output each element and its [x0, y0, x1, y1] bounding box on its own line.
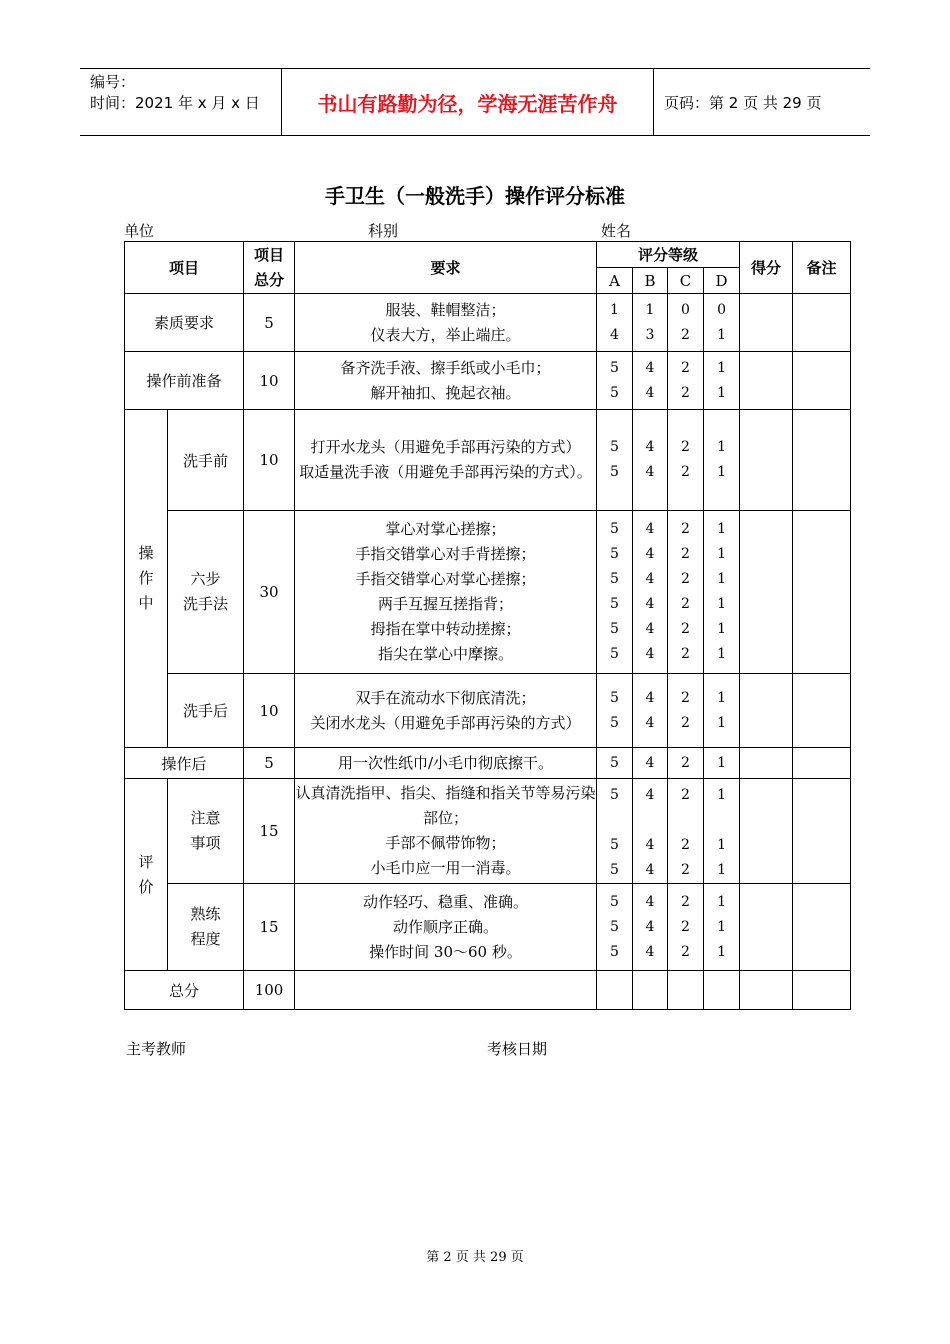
item-total-cell: 10	[244, 352, 295, 410]
requirement-cell	[295, 294, 597, 352]
item-line: 六步	[190, 570, 221, 588]
requirement-cell	[295, 410, 597, 511]
grade-value: 1	[717, 571, 726, 587]
grade-value: 0	[717, 301, 726, 318]
item-line: 注意	[190, 809, 221, 827]
grade-value: 4	[645, 621, 655, 637]
item-cell	[168, 779, 244, 884]
grade-value: 5	[610, 621, 619, 637]
grade-value: 4	[645, 546, 655, 562]
score-table	[124, 241, 851, 1010]
grade-c-cell	[668, 674, 704, 748]
item-line: 程度	[190, 930, 221, 948]
grade-value: 1	[717, 439, 726, 455]
item-cell: 素质要求	[125, 294, 244, 352]
grade-value: 4	[645, 787, 655, 803]
header-note: 备注	[793, 242, 851, 294]
note-cell	[793, 884, 851, 971]
empty-cell	[597, 971, 633, 1010]
grade-value: 2	[681, 439, 690, 455]
grade-value: 1	[717, 754, 726, 771]
empty-cell	[295, 971, 597, 1010]
grade-value: 1	[717, 546, 726, 562]
item-line: 熟练	[190, 905, 221, 923]
grade-d-cell	[704, 294, 740, 352]
grade-d-cell	[704, 779, 740, 884]
grade-value: 1	[717, 621, 726, 637]
score-cell	[740, 511, 793, 674]
grade-value: 1	[717, 689, 726, 706]
item-line: 事项	[190, 834, 221, 852]
grade-value: 3	[645, 326, 655, 343]
grade-value: 2	[681, 359, 690, 376]
name-label: 姓名	[601, 222, 632, 240]
item-total-cell: 15	[244, 884, 295, 971]
grade-c-header: C	[668, 268, 704, 294]
note-cell	[793, 352, 851, 410]
total-label: 总分	[125, 971, 244, 1010]
item-total-cell: 15	[244, 779, 295, 884]
grade-c-cell	[668, 352, 704, 410]
grade-value: 1	[645, 301, 655, 318]
item-total-cell: 30	[244, 511, 295, 674]
requirement-line: 打开水龙头（用避免手部再污染的方式）	[310, 438, 581, 456]
grade-value: 2	[681, 754, 690, 771]
grade-value: 2	[681, 571, 690, 587]
requirement-line: 服装、鞋帽整洁；	[385, 300, 506, 319]
grade-value: 5	[610, 571, 619, 587]
grade-value: 4	[645, 689, 655, 706]
grade-value: 1	[717, 837, 726, 853]
table-row	[125, 884, 851, 971]
grade-b-cell	[633, 352, 668, 410]
header-item-total-line2: 总分	[254, 270, 285, 289]
grade-value: 5	[610, 943, 619, 960]
grade-value: 2	[681, 464, 690, 480]
empty-cell	[633, 971, 668, 1010]
grade-value: 1	[717, 943, 726, 960]
examiner-label: 主考教师	[126, 1040, 187, 1058]
grade-d-cell	[704, 884, 740, 971]
requirement-cell	[295, 779, 597, 884]
group-char: 价	[138, 877, 154, 896]
score-cell	[740, 674, 793, 748]
grade-value: 1	[717, 646, 726, 662]
grade-value: 5	[610, 439, 619, 455]
requirement-line: 动作顺序正确。	[393, 917, 499, 936]
grade-a-cell	[597, 884, 633, 971]
total-row	[125, 971, 851, 1010]
grade-value: 2	[681, 837, 690, 853]
empty-cell	[793, 971, 851, 1010]
grade-value: 4	[645, 754, 655, 771]
item-line: 洗手法	[183, 595, 229, 613]
requirement-cell	[295, 748, 597, 779]
grade-value: 2	[681, 893, 690, 910]
note-cell	[793, 511, 851, 674]
grade-value: 0	[681, 301, 690, 318]
grade-value: 5	[610, 546, 619, 562]
group-char: 作	[138, 569, 154, 587]
requirement-line: 解开袖扣、挽起衣袖。	[370, 383, 521, 402]
grade-value: 5	[610, 646, 619, 662]
grade-a-cell	[597, 674, 633, 748]
item-total-cell: 10	[244, 674, 295, 748]
grade-value: 5	[610, 384, 619, 401]
grade-value: 2	[681, 546, 690, 562]
grade-value: 2	[681, 714, 690, 731]
note-cell	[793, 779, 851, 884]
grade-d-cell	[704, 511, 740, 674]
requirement-line: 拇指在掌中转动搓擦；	[370, 620, 521, 638]
requirement-line: 仪表大方，举止端庄。	[370, 325, 521, 344]
grade-value: 2	[681, 787, 690, 803]
empty-cell	[704, 971, 740, 1010]
item-cell: 操作前准备	[125, 352, 244, 410]
header-requirement: 要求	[295, 242, 597, 294]
header-meta	[80, 69, 282, 135]
header-item: 项目	[125, 242, 244, 294]
grade-value: 4	[645, 714, 655, 731]
code-label: 编号：	[90, 73, 136, 91]
grade-value: 2	[681, 689, 690, 706]
requirement-line: 小毛巾应一用一消毒。	[370, 859, 521, 877]
grade-a-cell	[597, 294, 633, 352]
table-row	[125, 511, 851, 674]
grade-c-cell	[668, 748, 704, 779]
requirement-line: 指尖在掌心中摩擦。	[378, 645, 514, 663]
item-total-cell: 10	[244, 410, 295, 511]
table-row	[125, 674, 851, 748]
grade-b-cell	[633, 884, 668, 971]
note-cell	[793, 410, 851, 511]
grade-b-cell	[633, 294, 668, 352]
grade-value: 4	[645, 521, 655, 537]
group-char: 操	[138, 544, 154, 562]
grade-a-cell	[597, 511, 633, 674]
grade-a-cell	[597, 748, 633, 779]
requirement-line: 备齐洗手液、擦手纸或小毛巾；	[340, 358, 551, 377]
grade-value: 1	[717, 521, 726, 537]
grade-d-cell	[704, 674, 740, 748]
header-score: 得分	[740, 242, 793, 294]
item-cell	[168, 884, 244, 971]
page-header	[80, 68, 870, 136]
grade-value: 4	[645, 837, 655, 853]
header-grade: 评分等级	[597, 242, 740, 268]
requirement-cell	[295, 511, 597, 674]
exam-date-label: 考核日期	[487, 1040, 548, 1058]
requirement-line: 操作时间 30～60 秒。	[369, 942, 522, 961]
requirement-line: 用一次性纸巾/小毛巾彻底擦干。	[337, 753, 554, 772]
header-page-info: 页码：第 2 页 共 29 页	[664, 93, 822, 112]
requirement-cell	[295, 352, 597, 410]
grade-value: 5	[610, 918, 619, 935]
requirement-line: 双手在流动水下彻底清洗；	[355, 688, 536, 707]
time-label: 时间：2021 年 x 月 x 日	[90, 94, 260, 112]
grade-c-cell	[668, 410, 704, 511]
score-cell	[740, 352, 793, 410]
group-char: 评	[138, 852, 154, 871]
requirement-line: 动作轻巧、稳重、准确。	[363, 892, 529, 911]
grade-value: 2	[681, 943, 690, 960]
grade-value: 4	[645, 384, 655, 401]
requirement-line: 认真清洗指甲、指尖、指缝和指关节等易污染部位；	[295, 784, 596, 827]
score-cell	[740, 884, 793, 971]
grade-value: 5	[610, 862, 619, 878]
table-row	[125, 748, 851, 779]
grade-value: 1	[717, 596, 726, 612]
table-header-row	[125, 242, 851, 268]
requirement-line: 关闭水龙头（用避免手部再污染的方式）	[310, 713, 581, 732]
grade-value: 2	[681, 862, 690, 878]
grade-value: 2	[681, 918, 690, 935]
grade-value: 5	[610, 359, 619, 376]
grade-value: 5	[610, 837, 619, 853]
grade-value: 1	[717, 464, 726, 480]
header-item-total	[244, 242, 295, 294]
header-motto: 书山有路勤为径，学海无涯苦作舟	[282, 69, 654, 135]
grade-a-cell	[597, 352, 633, 410]
requirement-line: 取适量洗手液（用避免手部再污染的方式）。	[299, 463, 592, 481]
grade-value: 4	[645, 359, 655, 376]
grade-b-cell	[633, 779, 668, 884]
grade-a-cell	[597, 779, 633, 884]
item-total-cell: 5	[244, 748, 295, 779]
score-cell	[740, 779, 793, 884]
item-cell: 洗手后	[168, 674, 244, 748]
grade-value: 1	[717, 384, 726, 401]
grade-b-cell	[633, 674, 668, 748]
header-item-total-line1: 项目	[254, 245, 285, 264]
note-cell	[793, 674, 851, 748]
score-cell	[740, 294, 793, 352]
requirement-cell	[295, 674, 597, 748]
grade-value: 1	[717, 326, 726, 343]
grade-c-cell	[668, 511, 704, 674]
grade-value: 1	[610, 301, 619, 318]
grade-value: 4	[645, 596, 655, 612]
requirement-cell	[295, 884, 597, 971]
grade-value: 5	[610, 689, 619, 706]
grade-value: 5	[610, 464, 619, 480]
grade-value: 4	[645, 464, 655, 480]
grade-value: 4	[645, 862, 655, 878]
grade-value: 2	[681, 621, 690, 637]
grade-b-cell	[633, 410, 668, 511]
grade-b-header: B	[633, 268, 668, 294]
table-row	[125, 294, 851, 352]
note-cell	[793, 748, 851, 779]
page-number: 第 2 页 共 29 页	[426, 1250, 524, 1265]
grade-d-header: D	[704, 268, 740, 294]
item-cell: 洗手前	[168, 410, 244, 511]
empty-cell	[668, 971, 704, 1010]
grade-value: 2	[681, 646, 690, 662]
grade-value: 2	[681, 384, 690, 401]
grade-value: 4	[610, 326, 619, 343]
group-cell	[125, 779, 168, 971]
grade-value: 1	[717, 359, 726, 376]
grade-value: 5	[610, 754, 619, 771]
grade-c-cell	[668, 294, 704, 352]
grade-value: 1	[717, 862, 726, 878]
empty-cell	[740, 971, 793, 1010]
grade-value: 2	[681, 596, 690, 612]
info-row	[124, 220, 850, 242]
grade-value: 1	[717, 714, 726, 731]
grade-d-cell	[704, 748, 740, 779]
grade-value: 1	[717, 918, 726, 935]
grade-value: 2	[681, 521, 690, 537]
grade-value: 4	[645, 893, 655, 910]
score-cell	[740, 748, 793, 779]
table-row	[125, 779, 851, 884]
note-cell	[793, 294, 851, 352]
total-value: 100	[244, 971, 295, 1010]
requirement-line: 手部不佩带饰物；	[385, 834, 506, 852]
grade-a-header: A	[597, 268, 633, 294]
group-char: 中	[138, 594, 154, 612]
grade-value: 4	[645, 943, 655, 960]
grade-b-cell	[633, 511, 668, 674]
grade-value: 2	[681, 326, 690, 343]
score-cell	[740, 410, 793, 511]
requirement-line: 手指交错掌心对掌心搓擦；	[355, 570, 536, 588]
grade-value: 5	[610, 893, 619, 910]
grade-value: 4	[645, 439, 655, 455]
item-total-cell: 5	[244, 294, 295, 352]
item-cell	[168, 511, 244, 674]
table-row	[125, 352, 851, 410]
grade-value: 5	[610, 521, 619, 537]
grade-c-cell	[668, 884, 704, 971]
table-row	[125, 410, 851, 511]
unit-label: 单位	[124, 222, 155, 240]
grade-value: 1	[717, 893, 726, 910]
dept-label: 科别	[368, 222, 399, 240]
grade-value: 4	[645, 571, 655, 587]
grade-d-cell	[704, 352, 740, 410]
grade-value: 5	[610, 596, 619, 612]
requirement-line: 手指交错掌心对手背搓擦；	[355, 545, 536, 563]
grade-a-cell	[597, 410, 633, 511]
grade-value: 4	[645, 646, 655, 662]
grade-value: 5	[610, 714, 619, 731]
item-cell: 操作后	[125, 748, 244, 779]
grade-b-cell	[633, 748, 668, 779]
document-title: 手卫生（一般洗手）操作评分标准	[325, 184, 625, 208]
grade-value: 4	[645, 918, 655, 935]
grade-value: 5	[610, 787, 619, 803]
grade-value: 1	[717, 787, 726, 803]
requirement-line: 两手互握互搓指背；	[378, 595, 514, 613]
grade-d-cell	[704, 410, 740, 511]
grade-c-cell	[668, 779, 704, 884]
requirement-line: 掌心对掌心搓擦；	[385, 520, 506, 538]
group-cell	[125, 410, 168, 748]
